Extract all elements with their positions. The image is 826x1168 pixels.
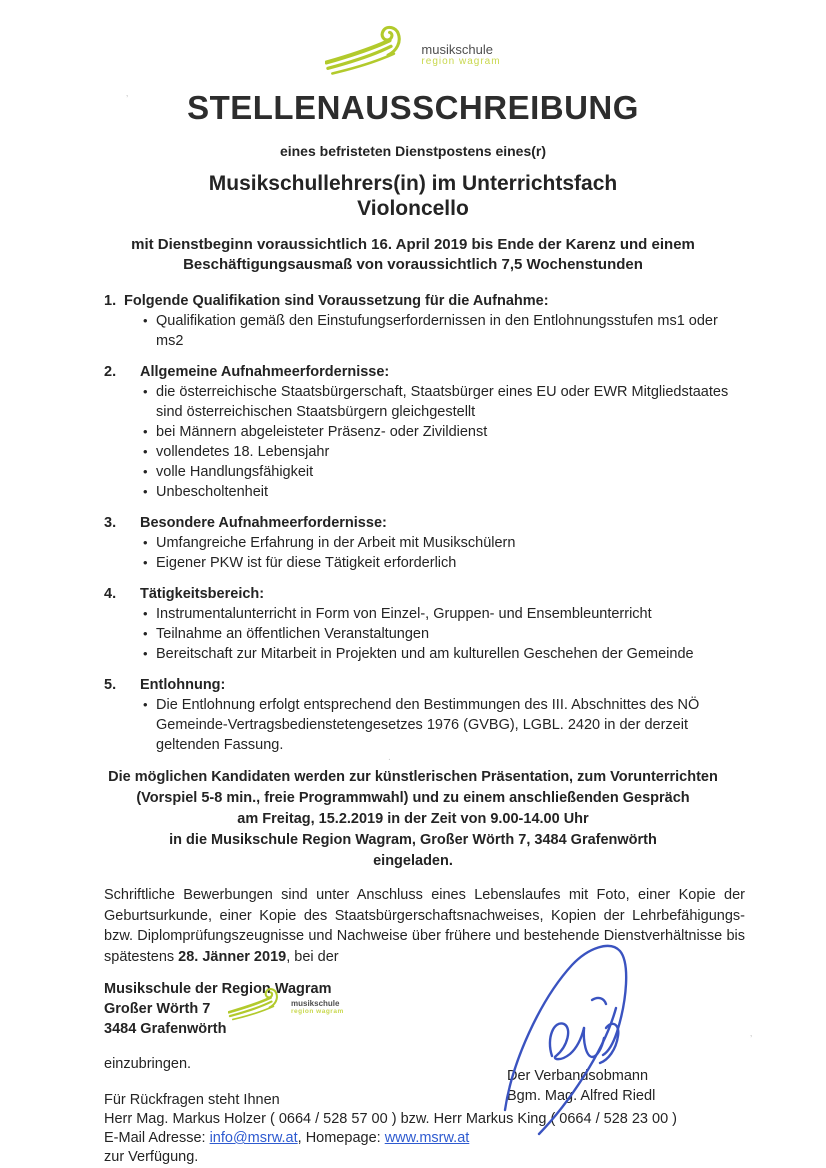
bullet-icon [143, 422, 156, 442]
bullet-icon [143, 695, 156, 755]
position-title [0, 171, 826, 221]
scan-speck: . [388, 752, 391, 763]
bullet-icon [143, 382, 156, 422]
section-number: 3. [104, 515, 117, 531]
bullet-icon [143, 604, 156, 624]
section-besondere-aufnahmeerfordernisse [104, 513, 745, 573]
document-subtitle: eines befristeten Dienstpostens eines(r) [279, 143, 547, 159]
section-number: 1. [104, 293, 117, 309]
bullet-icon [143, 624, 156, 644]
address-line3: 3484 Grafenwörth [104, 1021, 227, 1037]
musikschule-logo-small [228, 987, 344, 1021]
musikschule-logo [0, 0, 826, 76]
section-heading-row [104, 362, 745, 382]
invitation-line3: am Freitag, 15.2.2019 in der Zeit von 9.00-14.00 Uhr [237, 811, 589, 827]
bullet-icon [143, 644, 156, 664]
address-line1: Musikschule der Region Wagram [104, 981, 332, 997]
section-heading-row [104, 675, 745, 695]
bullet-icon [143, 462, 156, 482]
list-item [104, 382, 745, 422]
logo-name-text: musikschule [291, 999, 340, 1008]
section-heading-row [104, 584, 745, 604]
bullet-text: die österreichische Staatsbürgerschaft, Staatsbürger eines EU oder EWR Mitgliedstaates sind österreichischen Staatsbürgern gleichgestellt [156, 384, 729, 420]
section-number: 4. [104, 586, 117, 602]
bullet-icon [143, 553, 156, 573]
list-item [104, 462, 745, 482]
signature-block [507, 1066, 655, 1106]
scan-speck: ’ [126, 94, 129, 105]
invitation-line5: eingeladen. [373, 853, 453, 869]
section-taetigkeitsbereich [104, 584, 745, 664]
position-line1: Musikschullehrers(in) im Unterrichtsfach [208, 172, 618, 195]
invitation-line1: Die möglichen Kandidaten werden zur künstlerischen Präsentation, zum Vorunterrichten [108, 769, 718, 785]
bullet-text: Instrumentalunterricht in Form von Einzel-, Gruppen- und Ensembleunterricht [156, 606, 652, 622]
document-title: STELLENAUSSCHREIBUNG [187, 89, 639, 126]
employment-intro [0, 235, 826, 275]
contact-outro: zur Verfügung. [104, 1149, 199, 1165]
list-item [104, 422, 745, 442]
application-text-before: Schriftliche Bewerbungen sind unter Anschluss eines Lebenslaufes mit Foto, einer Kopie der Geburtsurkunde, einer Kopie des Staatsbürgerschaftsnachweises, Kopien der Lehrbefähigungs- bzw. Diplomprüfungszeugnisse und Nachweise über frühere und bestehende Dienstverhältnisse bis spätestens [104, 887, 745, 965]
swirl-logo-icon [228, 987, 286, 1021]
list-item [104, 311, 745, 351]
homepage-link[interactable]: www.msrw.at [384, 1130, 470, 1146]
bullet-text: Bereitschaft zur Mitarbeit in Projekten und am kulturellen Geschehen der Gemeinde [156, 646, 694, 662]
bullet-text: vollendetes 18. Lebensjahr [156, 444, 330, 460]
list-item [104, 695, 745, 755]
bullet-text: bei Männern abgeleisteter Präsenz- oder Zivildienst [156, 424, 488, 440]
list-item [104, 533, 745, 553]
closing-word: einzubringen. [104, 1056, 192, 1072]
application-text-after: , bei der [286, 948, 339, 965]
contact-intro: Für Rückfragen steht Ihnen [104, 1092, 280, 1108]
signatory-name: Bgm. Mag. Alfred Riedl [507, 1088, 656, 1104]
bullet-text: Umfangreiche Erfahrung in der Arbeit mit Musikschülern [156, 535, 516, 551]
homepage-label: , Homepage: [297, 1130, 385, 1146]
signatory-role: Der Verbandsobmann [507, 1068, 649, 1084]
application-deadline: 28. Jänner 2019 [178, 948, 287, 965]
bullet-icon [143, 533, 156, 553]
audition-invitation [0, 767, 826, 872]
logo-region-text: region wagram [291, 1008, 344, 1015]
intro-line1: mit Dienstbeginn voraussichtlich 16. April 2019 bis Ende der Karenz und einem [131, 236, 695, 253]
bullet-icon [143, 311, 156, 351]
bullet-icon [143, 442, 156, 462]
invitation-line4: in die Musikschule Region Wagram, Großer Wörth 7, 3484 Grafenwörth [169, 832, 657, 848]
bullet-text: Eigener PKW ist für diese Tätigkeit erforderlich [156, 555, 457, 571]
section-qualifikation [104, 291, 745, 351]
list-item [104, 482, 745, 502]
list-item [104, 644, 745, 664]
swirl-logo-icon [325, 24, 413, 76]
logo-name-text: musikschule [421, 42, 493, 57]
section-number: 2. [104, 364, 117, 380]
list-item [104, 624, 745, 644]
logo-region-text: region wagram [421, 56, 501, 67]
logo-wordmark [421, 24, 500, 67]
bullet-text: Die Entlohnung erfolgt entsprechend den Bestimmungen des III. Abschnittes des NÖ Gemeinde-Vertragsbedienstetengesetzes 1976 (GVBG), LGBL. 2420 in der derzeit geltenden Fassung. [156, 697, 700, 753]
list-item [104, 553, 745, 573]
address-line2: Großer Wörth 7 [104, 1001, 211, 1017]
section-allgemeine-aufnahmeerfordernisse [104, 362, 745, 502]
position-line2: Violoncello [357, 197, 469, 220]
bullet-text: Unbescholtenheit [156, 484, 269, 500]
section-heading: Tätigkeitsbereich: [140, 586, 265, 602]
bullet-text: Teilnahme an öffentlichen Veranstaltungen [156, 626, 430, 642]
section-heading-row [104, 291, 745, 311]
section-heading: Folgende Qualifikation sind Voraussetzung für die Aufnahme: [124, 293, 549, 309]
section-heading: Allgemeine Aufnahmeerfordernisse: [140, 364, 390, 380]
section-heading-row [104, 513, 745, 533]
list-item [104, 442, 745, 462]
bullet-text: Qualifikation gemäß den Einstufungserfordernissen in den Entlohnungsstufen ms1 oder ms2 [156, 313, 718, 349]
email-label: E-Mail Adresse: [104, 1130, 210, 1146]
logo-wordmark [291, 987, 344, 1015]
section-heading: Besondere Aufnahmeerfordernisse: [140, 515, 387, 531]
bullet-icon [143, 482, 156, 502]
contact-persons: Herr Mag. Markus Holzer ( 0664 / 528 57 00 ) bzw. Herr Markus King ( 0664 / 528 23 00 ) [104, 1111, 678, 1127]
section-number: 5. [104, 677, 117, 693]
section-entlohnung [104, 675, 745, 755]
school-address-block [104, 979, 745, 1039]
scan-speck: ’ [750, 1034, 753, 1045]
section-heading: Entlohnung: [140, 677, 226, 693]
list-item [104, 604, 745, 624]
requirements-sections [104, 291, 745, 755]
intro-line2: Beschäftigungsausmaß von voraussichtlich 7,5 Wochenstunden [183, 256, 643, 273]
bullet-text: volle Handlungsfähigkeit [156, 464, 314, 480]
email-link[interactable]: info@msrw.at [209, 1130, 298, 1146]
invitation-line2: (Vorspiel 5-8 min., freie Programmwahl) und zu einem anschließenden Gespräch [136, 790, 690, 806]
contact-links-line [104, 1129, 745, 1148]
application-paragraph [104, 885, 745, 967]
